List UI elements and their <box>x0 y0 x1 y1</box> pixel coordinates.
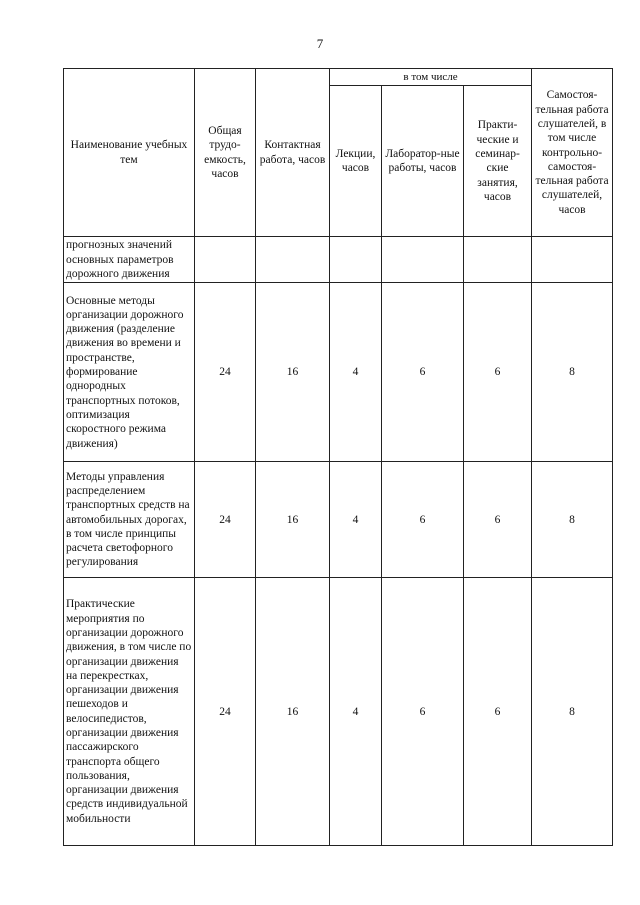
lectures-cell: 4 <box>330 462 382 578</box>
total-hours-cell: 24 <box>195 578 256 846</box>
table-row <box>64 462 613 578</box>
contact-hours-cell: 16 <box>256 283 330 462</box>
header-lectures: Лекции, часов <box>330 86 382 237</box>
topic-cell: прогнозных значений основных параметров дорожного движения <box>64 237 195 283</box>
contact-hours-cell <box>256 237 330 283</box>
topic-cell: Методы управления распределением транспортных средств на автомобильных дорогах, в том числе принципы расчета светофорного регулирования <box>64 462 195 578</box>
labs-cell: 6 <box>382 578 464 846</box>
page-number: 7 <box>316 36 324 51</box>
self-study-cell: 8 <box>532 283 613 462</box>
header-total-hours: Общая трудо-емкость, часов <box>195 69 256 237</box>
header-including-group: в том числе <box>330 69 532 86</box>
self-study-cell: 8 <box>532 462 613 578</box>
total-hours-cell: 24 <box>195 462 256 578</box>
header-practical: Практи-ческие и семинар-ские занятия, часов <box>464 86 532 237</box>
total-hours-cell <box>195 237 256 283</box>
self-study-cell <box>532 237 613 283</box>
practical-cell <box>464 237 532 283</box>
labs-cell <box>382 237 464 283</box>
table-row <box>64 283 613 462</box>
labs-cell: 6 <box>382 283 464 462</box>
practical-cell: 6 <box>464 462 532 578</box>
lectures-cell <box>330 237 382 283</box>
header-labs: Лаборатор-ные работы, часов <box>382 86 464 237</box>
topic-cell: Практические мероприятия по организации дорожного движения, в том числе по организации движения на перекрестках, организации движения пешеходов и велосипедистов, организации движения пассажирского транспорта общего пользования, организации движения средств индивидуальной мобильности <box>64 578 195 846</box>
practical-cell: 6 <box>464 283 532 462</box>
self-study-cell: 8 <box>532 578 613 846</box>
header-self-study-hours: Самостоя-тельная работа слушателей, в том числе контрольно-самостоя-тельная работа слушателей, часов <box>532 69 613 237</box>
lectures-cell: 4 <box>330 578 382 846</box>
table-row <box>64 237 613 283</box>
lectures-cell: 4 <box>330 283 382 462</box>
total-hours-cell: 24 <box>195 283 256 462</box>
curriculum-table <box>63 68 613 846</box>
topic-cell: Основные методы организации дорожного движения (разделение движения во времени и пространстве, формирование однородных транспортных потоков, оптимизация скоростного режима движения) <box>64 283 195 462</box>
labs-cell: 6 <box>382 462 464 578</box>
header-topic-name: Наименование учебных тем <box>64 69 195 237</box>
contact-hours-cell: 16 <box>256 578 330 846</box>
practical-cell: 6 <box>464 578 532 846</box>
contact-hours-cell: 16 <box>256 462 330 578</box>
table-row <box>64 578 613 846</box>
header-contact-hours: Контактная работа, часов <box>256 69 330 237</box>
